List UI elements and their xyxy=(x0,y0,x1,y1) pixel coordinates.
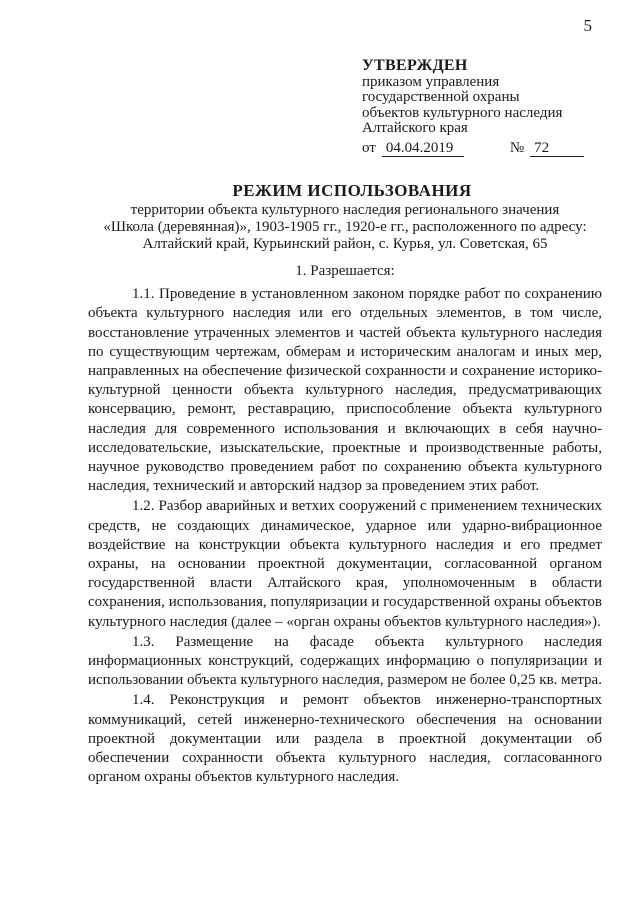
subtitle-line: территории объекта культурного наследия регионального значения xyxy=(130,202,560,218)
approval-line: приказом управления xyxy=(362,73,500,90)
section-heading: 1. Разрешается: xyxy=(295,263,395,279)
number-label: № xyxy=(509,139,525,156)
approval-line: объектов культурного наследия xyxy=(362,104,563,121)
paragraph-1-4: 1.4. Реконструкция и ремонт объектов инженерно-транспортных коммуникаций, сетей инженерно-технического обеспечения на основании проектной документации или раздела в проектной документации об обеспечении сохранности объекта культурного наследия, согласованного органом охраны объектов культурного наследия. xyxy=(88,692,602,786)
paragraph-1-2: 1.2. Разбор аварийных и ветхих сооружений с применением технических средств, не создающих динамическое, ударное или ударно-вибрационное воздействие на конструкции объекта культурного наследия и его предмет охраны, на основании проектной документации, согласованной органом государственной власти Алтайского края, уполномоченным в области сохранения, использования, популяризации и государственной охраны объектов культурного наследия (далее – «орган охраны объектов культурного наследия»). xyxy=(88,498,602,630)
paragraph-1-1: 1.1. Проведение в установленном законом порядке работ по сохранению объекта культурного наследия или его отдельных элементов, в том числе, восстановление утраченных элементов и частей объекта культурного наследия по существующим чертежам, обмерам и историческим аналогам и иных мер, направленных на обеспечение физической сохранности и сохранение историко-культурной ценности объекта культурного наследия, предусматривающих консервацию, ремонт, реставрацию, приспособление объекта культурного наследия для современного использования и включающих в себя научно-исследовательские, изыскательские, проектные и производственные работы, научное руководство проведением работ по сохранению объекта культурного наследия, технический и авторский надзор за проведением этих работ. xyxy=(88,286,602,495)
document-title-block xyxy=(88,181,602,252)
approval-date: 04.04.2019 xyxy=(382,141,464,158)
approval-stamp-block xyxy=(362,58,612,157)
document-body xyxy=(88,262,602,787)
document-title: РЕЖИМ ИСПОЛЬЗОВАНИЯ xyxy=(232,181,472,200)
approval-date-row xyxy=(362,141,612,158)
approval-heading: УТВЕРЖДЕН xyxy=(362,57,468,74)
approval-line: государственной охраны xyxy=(362,89,520,105)
paragraph-1-3: 1.3. Размещение на фасаде объекта культурного наследия информационных конструкций, содержащих информацию о популяризации и использовании объекта культурного наследия, размером не более 0,25 кв. метра. xyxy=(88,633,602,689)
date-label: от xyxy=(362,139,376,156)
subtitle-line: «Школа (деревянная)», 1903-1905 гг., 1920-е гг., расположенного по адресу: xyxy=(103,219,587,235)
approval-line: Алтайского края xyxy=(362,120,468,136)
page-number: 5 xyxy=(583,16,592,35)
approval-number: 72 xyxy=(530,141,584,158)
subtitle-line: Алтайский край, Курьинский район, с. Курья, ул. Советская, 65 xyxy=(142,236,548,252)
